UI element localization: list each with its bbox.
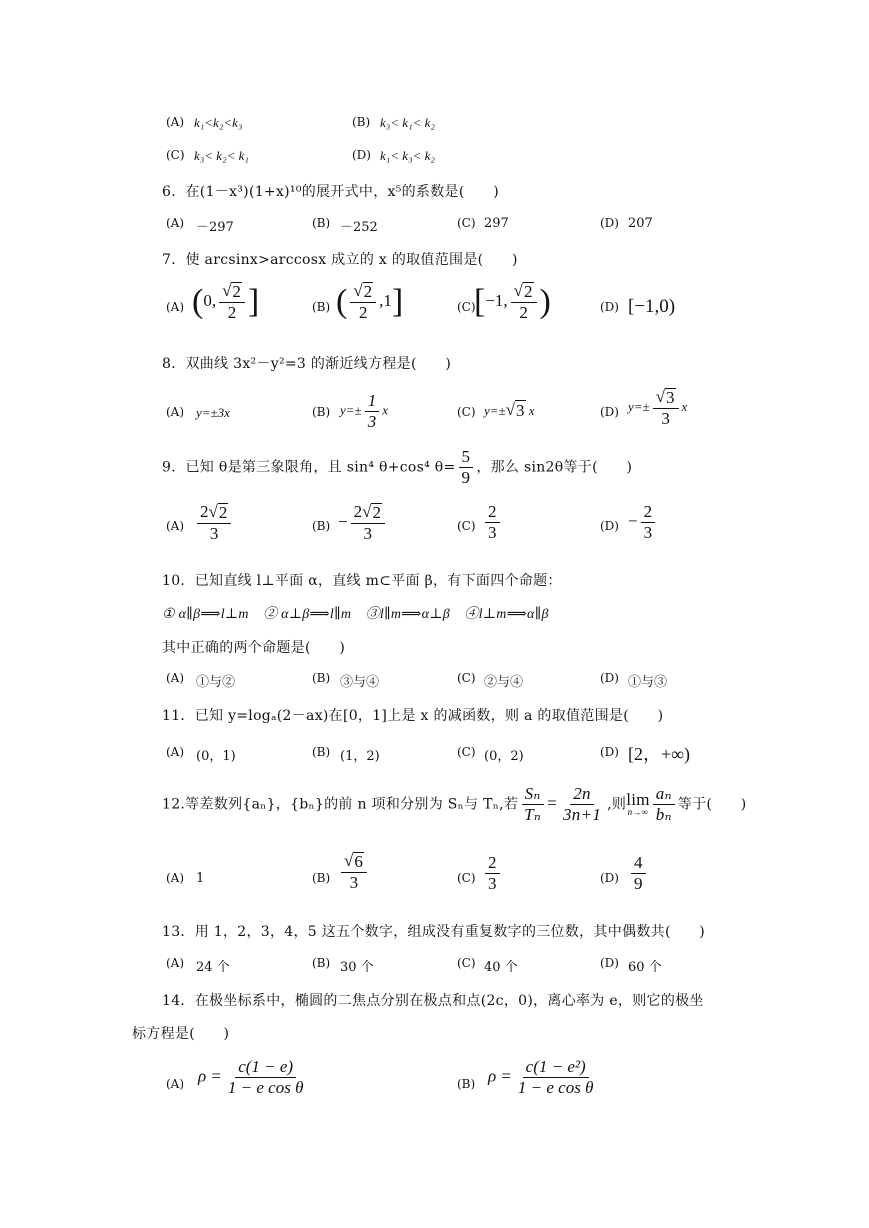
option-b-text: k₃< k₁< k₂ [380,115,435,130]
question-14-stem-line1: 14．在极坐标系中，椭圆的二焦点分别在极点和点(2c，0)，离心率为 e，则它的极坐 [162,993,704,1009]
option-a-text: －297 [196,220,234,235]
option-d-label: (D) [600,216,619,230]
option-b-expr: − 2 √ 2 3 [338,503,388,543]
option-b-label: (B) [312,745,331,759]
option-c-expr: $\frac{2}{3}$ [482,503,503,542]
option-d-text: [2，+∞) [628,744,690,764]
option-c-label: (C) [166,148,185,162]
option-c-label: (C) [457,405,476,419]
option-b-text: (1，2) [340,749,380,764]
option-d-text: ①与③ [628,675,668,690]
option-d-label: (D) [352,148,371,162]
option-b-label: (B) [312,671,331,685]
option-a-label: (A) [166,671,185,685]
option-c-text: k₃< k₂< k₁ [194,148,249,163]
question-10-sub: 其中正确的两个命题是( ) [162,640,346,656]
option-b-label: (B) [312,300,331,314]
option-b-label: (B) [312,405,331,419]
question-6-stem: 6．在(1－x³)(1+x)¹⁰的展开式中，x⁵的系数是( ) [162,184,499,200]
option-d-expr: y=± √ 3 3 x [628,387,688,428]
option-a-text: 1 [196,871,205,886]
option-a-label: (A) [166,956,185,970]
option-a-text: (0，1) [196,749,236,764]
option-c-expr: y=± √ 3 x [484,400,535,420]
option-d-label: (D) [600,956,619,970]
option-d-interval: [−1,0) [628,296,676,317]
question-14-stem-line2: 标方程是( ) [132,1026,230,1042]
option-c-label: (C) [457,671,476,685]
option-b-label: (B) [312,216,331,230]
option-c-expr: $\frac{2}{3}$ [482,854,503,893]
option-d-expr: − $\frac{2}{3}$ [628,503,658,542]
option-a-label: (A) [166,405,185,419]
option-b-label: (B) [312,956,331,970]
option-b-expr: ρ = $\frac{\text{c(1 − e²)}}{\text{1 − e cos θ}}$ [488,1057,594,1097]
option-a-label: (A) [166,300,185,314]
option-d-text: 60 个 [628,960,662,975]
question-12-stem: 12.等差数列{aₙ}，{bₙ}的前 n 项和分别为 Sₙ与 Tₙ,若 $\frac{\text{Sₙ}}{\text{Tₙ}}$ = $\frac{2n}{3n+1}$ ,则 lim n→∞ $\frac{\text{aₙ}}{\text{bₙ}}$ 等于( ) [162,784,747,824]
option-a-label: (A) [166,216,185,230]
option-a-text: 24 个 [196,960,230,975]
option-b-interval: ( √ 2 2 ,1] [336,281,404,322]
option-c-text: 297 [484,216,509,231]
option-d-label: (D) [600,671,619,685]
option-b-text: －252 [340,220,378,235]
option-a-label: (A) [166,115,185,129]
option-a-interval: (0, √ 2 2 ] [192,281,260,322]
option-c-label: (C) [457,871,476,885]
option-a-text: k₁<k₂<k₃ [194,115,243,130]
option-d-expr: $\frac{4}{9}$ [628,854,649,893]
question-13-stem: 13．用 1，2，3，4，5 这五个数字，组成没有重复数字的三位数，其中偶数共( ) [162,924,706,940]
option-d-label: (D) [600,300,619,314]
option-c-label: (C) [457,300,476,314]
option-a-label: (A) [166,519,185,533]
option-d-text: 207 [628,216,653,231]
question-10-propositions: ① α∥β⟹l⊥m ② α⊥β⟹l∥m ③l∥m⟹α⊥β ④l⊥m⟹α∥β [162,607,549,622]
question-7-stem: 7．使 arcsinx>arccosx 成立的 x 的取值范围是( ) [162,252,518,268]
question-9-stem: 9．已知 θ是第三象限角，且 sin⁴ θ+cos⁴ θ= $\frac{5}{9}$ ，那么 sin2θ等于( ) [162,447,633,487]
option-c-text: (0，2) [484,749,524,764]
option-c-text: 40 个 [484,960,518,975]
option-c-label: (C) [457,519,476,533]
option-a-label: (A) [166,871,185,885]
option-b-expr: √ 6 3 [338,852,370,892]
option-a-text: y=±3x [196,405,230,420]
option-d-label: (D) [600,405,619,419]
option-c-label: (C) [457,745,476,759]
interval-left: 0 [203,290,212,310]
option-b-text: ③与④ [340,675,380,690]
option-b-label: (B) [457,1077,476,1091]
option-c-interval: [−1, √ 2 2 ) [474,281,551,322]
option-c-label: (C) [457,956,476,970]
option-c-text: ②与④ [484,675,524,690]
option-a-expr: ρ = $\frac{c(1 - e)}{\text{1 − e cos θ}}$ [198,1057,304,1097]
option-b-text: 30 个 [340,960,374,975]
option-a-text: ①与② [196,675,236,690]
option-a-expr: 2 √ 2 3 [194,503,234,543]
option-a-label: (A) [166,1077,185,1091]
option-b-label: (B) [352,115,371,129]
option-c-label: (C) [457,216,476,230]
option-b-label: (B) [312,871,331,885]
option-d-label: (D) [600,519,619,533]
option-d-label: (D) [600,871,619,885]
question-11-stem: 11．已知 y=logₐ(2－ax)在[0，1]上是 x 的减函数，则 a 的取值范围是( ) [162,708,664,724]
option-d-label: (D) [600,745,619,759]
option-a-label: (A) [166,745,185,759]
question-8-stem: 8．双曲线 3x²－y²=3 的渐近线方程是( ) [162,356,452,372]
question-10-stem: 10．已知直线 l⊥平面 α，直线 m⊂平面 β，有下面四个命题： [162,573,562,589]
option-d-text: k₁< k₃< k₂ [380,148,435,163]
option-b-expr: y=± $\frac{1}{3}$ x [340,391,388,431]
option-b-label: (B) [312,519,331,533]
